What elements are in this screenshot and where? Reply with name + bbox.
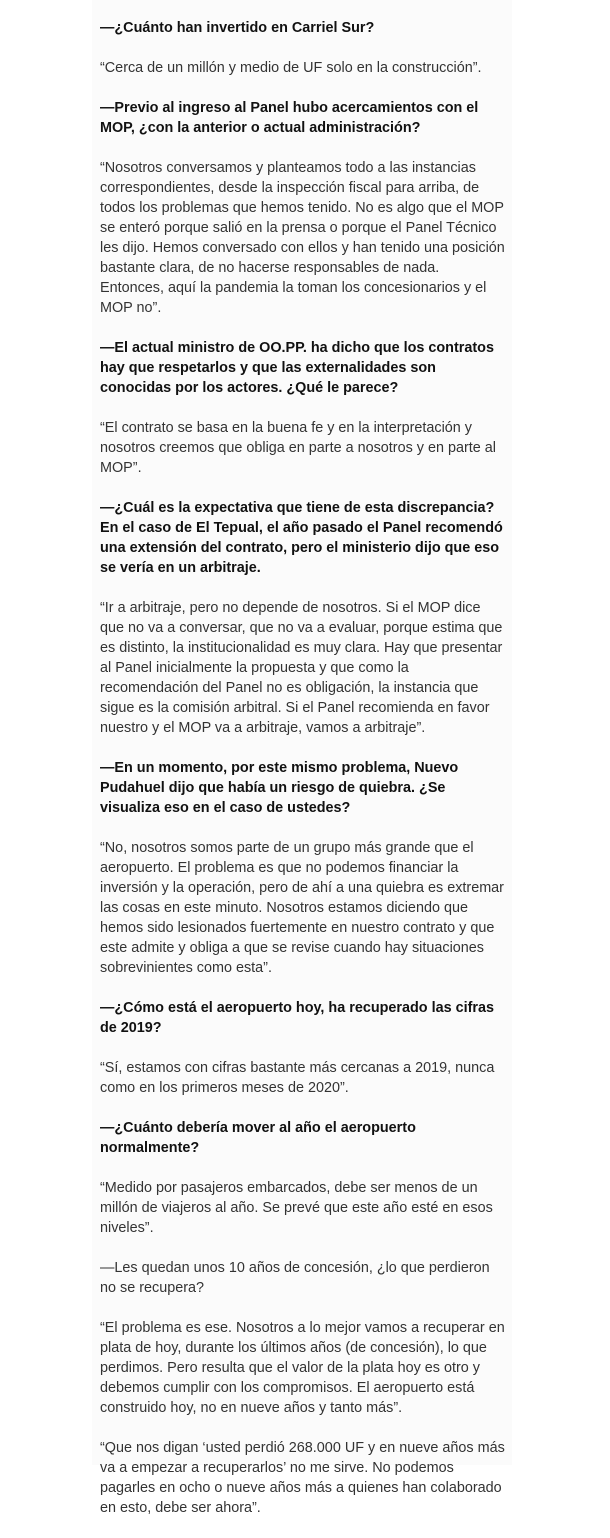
interview-answer: “El contrato se basa en la buena fe y en la interpretación y nosotros creemos que obliga en parte a nosotros y en parte al MOP”. [100, 420, 496, 476]
interview-question: —¿Cuál es la expectativa que tiene de esta discrepancia? En el caso de El Tepual, el año pasado el Panel recomendó una extensión del contrato, pero el ministerio dijo que eso se vería en un arbitraje. [100, 500, 503, 576]
interview-question: —En un momento, por este mismo problema, Nuevo Pudahuel dijo que había un riesgo de quiebra. ¿Se visualiza eso en el caso de ustedes? [100, 760, 459, 816]
interview-answer: “Sí, estamos con cifras bastante más cercanas a 2019, nunca como en los primeros meses de 2020”. [100, 1060, 495, 1096]
interview-answer: “Que nos digan ‘usted perdió 268.000 UF y en nueve años más va a empezar a recuperarlos’ no me sirve. No podemos pagarles en ocho o nueve años más a quienes han colaborado en esto, debe ser ahora”. [100, 1440, 505, 1516]
interview-answer: “Nosotros conversamos y planteamos todo a las instancias correspondientes, desde la inspección fiscal para arriba, de todos los problemas que hemos tenido. No es algo que el MOP se enteró porque salió en la prensa o porque el Panel Técnico les dijo. Hemos conversado con ellos y han tenido una posición bastante clara, de no hacerse responsables de nada. Entonces, aquí la pandemia la toman los concesionarios y el MOP no”. [100, 160, 505, 316]
interview-answer: “Cerca de un millón y medio de UF solo en la construcción”. [100, 60, 482, 76]
interview-question: —Previo al ingreso al Panel hubo acercamientos con el MOP, ¿con la anterior o actual administración? [100, 100, 479, 136]
article-page [92, 0, 512, 1516]
interview-answer: “No, nosotros somos parte de un grupo más grande que el aeropuerto. El problema es que no podemos financiar la inversión y la operación, pero de ahí a una quiebra es extremar las cosas en este minuto. Nosotros estamos diciendo que hemos sido lesionados fuertemente en nuestro contrato y que este admite y obliga a que se revise cuando hay situaciones sobrevinientes como esta”. [100, 840, 504, 976]
interview-question: —El actual ministro de OO.PP. ha dicho que los contratos hay que respetarlos y que las externalidades son conocidas por los actores. ¿Qué le parece? [100, 340, 494, 396]
interview-question: —¿Cuánto han invertido en Carriel Sur? [100, 20, 375, 36]
interview-answer: “Ir a arbitraje, pero no depende de nosotros. Si el MOP dice que no va a conversar, que no va a evaluar, porque estima que es distinto, la institucionalidad es muy clara. Hay que presentar al Panel inicialmente la propuesta y que como la recomendación del Panel no es obligación, la instancia que sigue es la comisión arbitral. Si el Panel recomienda en favor nuestro y el MOP va a arbitraje, vamos a arbitraje”. [100, 600, 503, 736]
interview-question: —¿Cómo está el aeropuerto hoy, ha recuperado las cifras de 2019? [100, 1000, 494, 1036]
interview-question: —¿Cuánto debería mover al año el aeropuerto normalmente? [100, 1120, 416, 1156]
interview-answer: “El problema es ese. Nosotros a lo mejor vamos a recuperar en plata de hoy, durante los últimos años (de concesión), lo que perdimos. Pero resulta que el valor de la plata hoy es otro y debemos cumplir con los compromisos. El aeropuerto está construido hoy, no en nueve años y tanto más”. [100, 1320, 505, 1416]
interview-question-plain: —Les quedan unos 10 años de concesión, ¿lo que perdieron no se recupera? [100, 1260, 490, 1296]
article-body [100, 18, 506, 1538]
interview-answer: “Medido por pasajeros embarcados, debe ser menos de un millón de viajeros al año. Se prevé que este año esté en esos niveles”. [100, 1180, 493, 1236]
